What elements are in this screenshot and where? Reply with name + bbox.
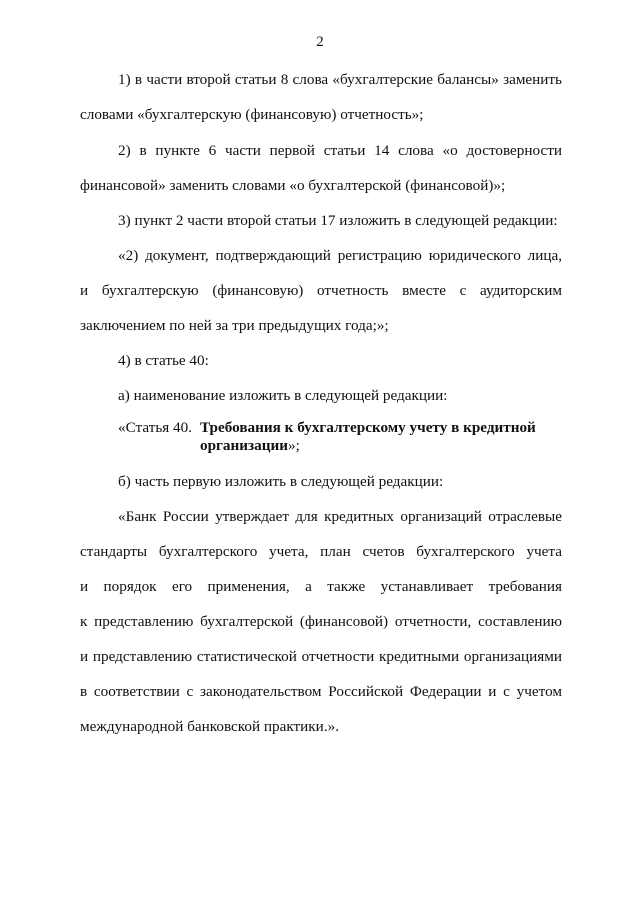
paragraph-3: 3) пункт 2 части второй статьи 17 изложить в следующей редакции:: [118, 212, 558, 229]
article-heading-title: [200, 419, 562, 455]
paragraph-2-line-2: финансовой» заменить словами «о бухгалтерской (финансовой)»;: [80, 177, 506, 194]
paragraph-4a: а) наименование изложить в следующей редакции:: [118, 387, 448, 404]
article-heading-prefix: «Статья 40.: [118, 419, 193, 436]
paragraph-4: 4) в статье 40:: [118, 352, 209, 369]
quote-paragraph-line-2: и бухгалтерскую (финансовую) отчетность вместе с аудиторским: [80, 282, 562, 299]
new-text-line-5: и представлению статистической отчетности кредитными организациями: [80, 648, 562, 665]
new-text-line-6: в соответствии с законодательством Российской Федерации и с учетом: [80, 683, 562, 700]
new-text-line-7: международной банковской практики.».: [80, 718, 340, 735]
quote-paragraph-line-3: заключением по ней за три предыдущих года;»;: [80, 317, 389, 334]
new-text-line-2: стандарты бухгалтерского учета, план счетов бухгалтерского учета: [80, 543, 562, 560]
new-text-line-1: «Банк России утверждает для кредитных организаций отраслевые: [118, 508, 562, 525]
paragraph-1-line-1: 1) в части второй статьи 8 слова «бухгалтерские балансы» заменить: [118, 71, 562, 88]
new-text-line-4: к представлению бухгалтерской (финансовой) отчетности, составлению: [80, 613, 562, 630]
quote-paragraph-line-1: «2) документ, подтверждающий регистрацию юридического лица,: [118, 247, 562, 264]
article-heading-suffix: »;: [287, 437, 300, 454]
page-number: 2: [316, 34, 324, 50]
article-heading-title-line-1: Требования к бухгалтерскому учету в кредитной: [200, 419, 536, 436]
paragraph-2-line-1: 2) в пункте 6 части первой статьи 14 слова «о достоверности: [118, 142, 562, 159]
article-heading-title-line-2: организации: [200, 437, 288, 454]
paragraph-4b: б) часть первую изложить в следующей редакции:: [118, 473, 444, 490]
new-text-line-3: и порядок его применения, а также устанавливает требования: [80, 578, 562, 595]
paragraph-1-line-2: словами «бухгалтерскую (финансовую) отчетность»;: [80, 106, 424, 123]
